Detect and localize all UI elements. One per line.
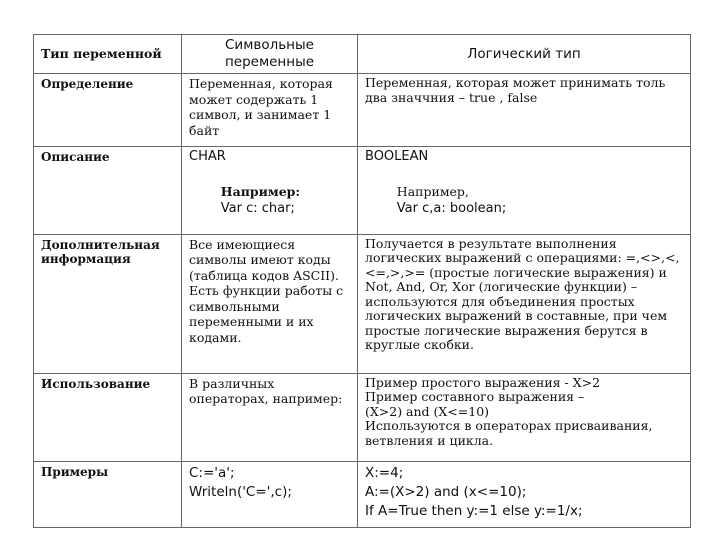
char-example-code: Var c: char; bbox=[220, 200, 295, 216]
bool-usage-line: Используются в операторах присваивания, ветвления и цикла. bbox=[365, 418, 657, 448]
bool-example-code: Var c,a: boolean; bbox=[396, 200, 507, 216]
bool-description bbox=[358, 147, 691, 235]
row-label-examples: Примеры bbox=[34, 461, 182, 527]
row-examples bbox=[34, 461, 691, 527]
header-char-variables: Символьные переменные bbox=[182, 35, 358, 74]
row-description bbox=[34, 147, 691, 235]
char-description bbox=[182, 147, 358, 235]
row-label-usage: Использование bbox=[34, 373, 182, 461]
bool-definition: Переменная, которая может принимать толь два значчния – true , false bbox=[358, 74, 691, 147]
char-example-label: Например: bbox=[220, 184, 301, 199]
char-examples bbox=[182, 461, 358, 527]
row-additional-info bbox=[34, 234, 691, 373]
row-definition bbox=[34, 74, 691, 147]
bool-examples bbox=[358, 461, 691, 527]
char-example-line: C:='a'; bbox=[189, 464, 235, 481]
bool-usage-line: Пример составного выражения – bbox=[365, 389, 585, 404]
char-usage: В различных операторах, например: bbox=[182, 373, 358, 461]
row-label-definition: Определение bbox=[34, 74, 182, 147]
char-example-line: Writeln('C=',c); bbox=[189, 483, 292, 500]
header-variable-type: Тип переменной bbox=[34, 35, 182, 74]
char-type-name: CHAR bbox=[189, 149, 226, 164]
bool-usage bbox=[358, 373, 691, 461]
bool-type-name: BOOLEAN bbox=[365, 149, 429, 164]
bool-example-line: X:=4; bbox=[365, 464, 404, 481]
bool-additional-info: Получается в результате выполнения логических выражений с операциями: =,<>,<,<=,>,>= (простые логические выражения) и Not, And, Or, Xor (логические функции) – используются для объединения простых логических выражений в составные, при чем простые логические выражения берутся в круглые скобки. bbox=[358, 234, 691, 373]
comparison-table-sheet bbox=[33, 34, 690, 519]
header-boolean-type: Логический тип bbox=[358, 35, 691, 74]
char-additional-info: Все имеющиеся символы имеют коды (таблица кодов ASCII). Есть функции работы с символьными переменными и их кодами. bbox=[182, 234, 358, 373]
row-label-additional-info: Дополнительная информация bbox=[34, 234, 182, 373]
bool-usage-line: (X>2) and (X<=10) bbox=[365, 403, 490, 419]
row-usage bbox=[34, 373, 691, 461]
bool-usage-line: Пример простого выражения - X>2 bbox=[365, 374, 601, 390]
row-label-description: Описание bbox=[34, 147, 182, 235]
bool-example-line: If A=True then y:=1 else y:=1/x; bbox=[365, 502, 583, 519]
char-definition: Переменная, которая может содержать 1 символ, и занимает 1 байт bbox=[182, 74, 358, 147]
bool-example-line: A:=(X>2) and (x<=10); bbox=[365, 483, 527, 500]
bool-example-label: Например, bbox=[396, 184, 469, 199]
header-row bbox=[34, 35, 691, 74]
variable-types-table bbox=[33, 34, 691, 528]
